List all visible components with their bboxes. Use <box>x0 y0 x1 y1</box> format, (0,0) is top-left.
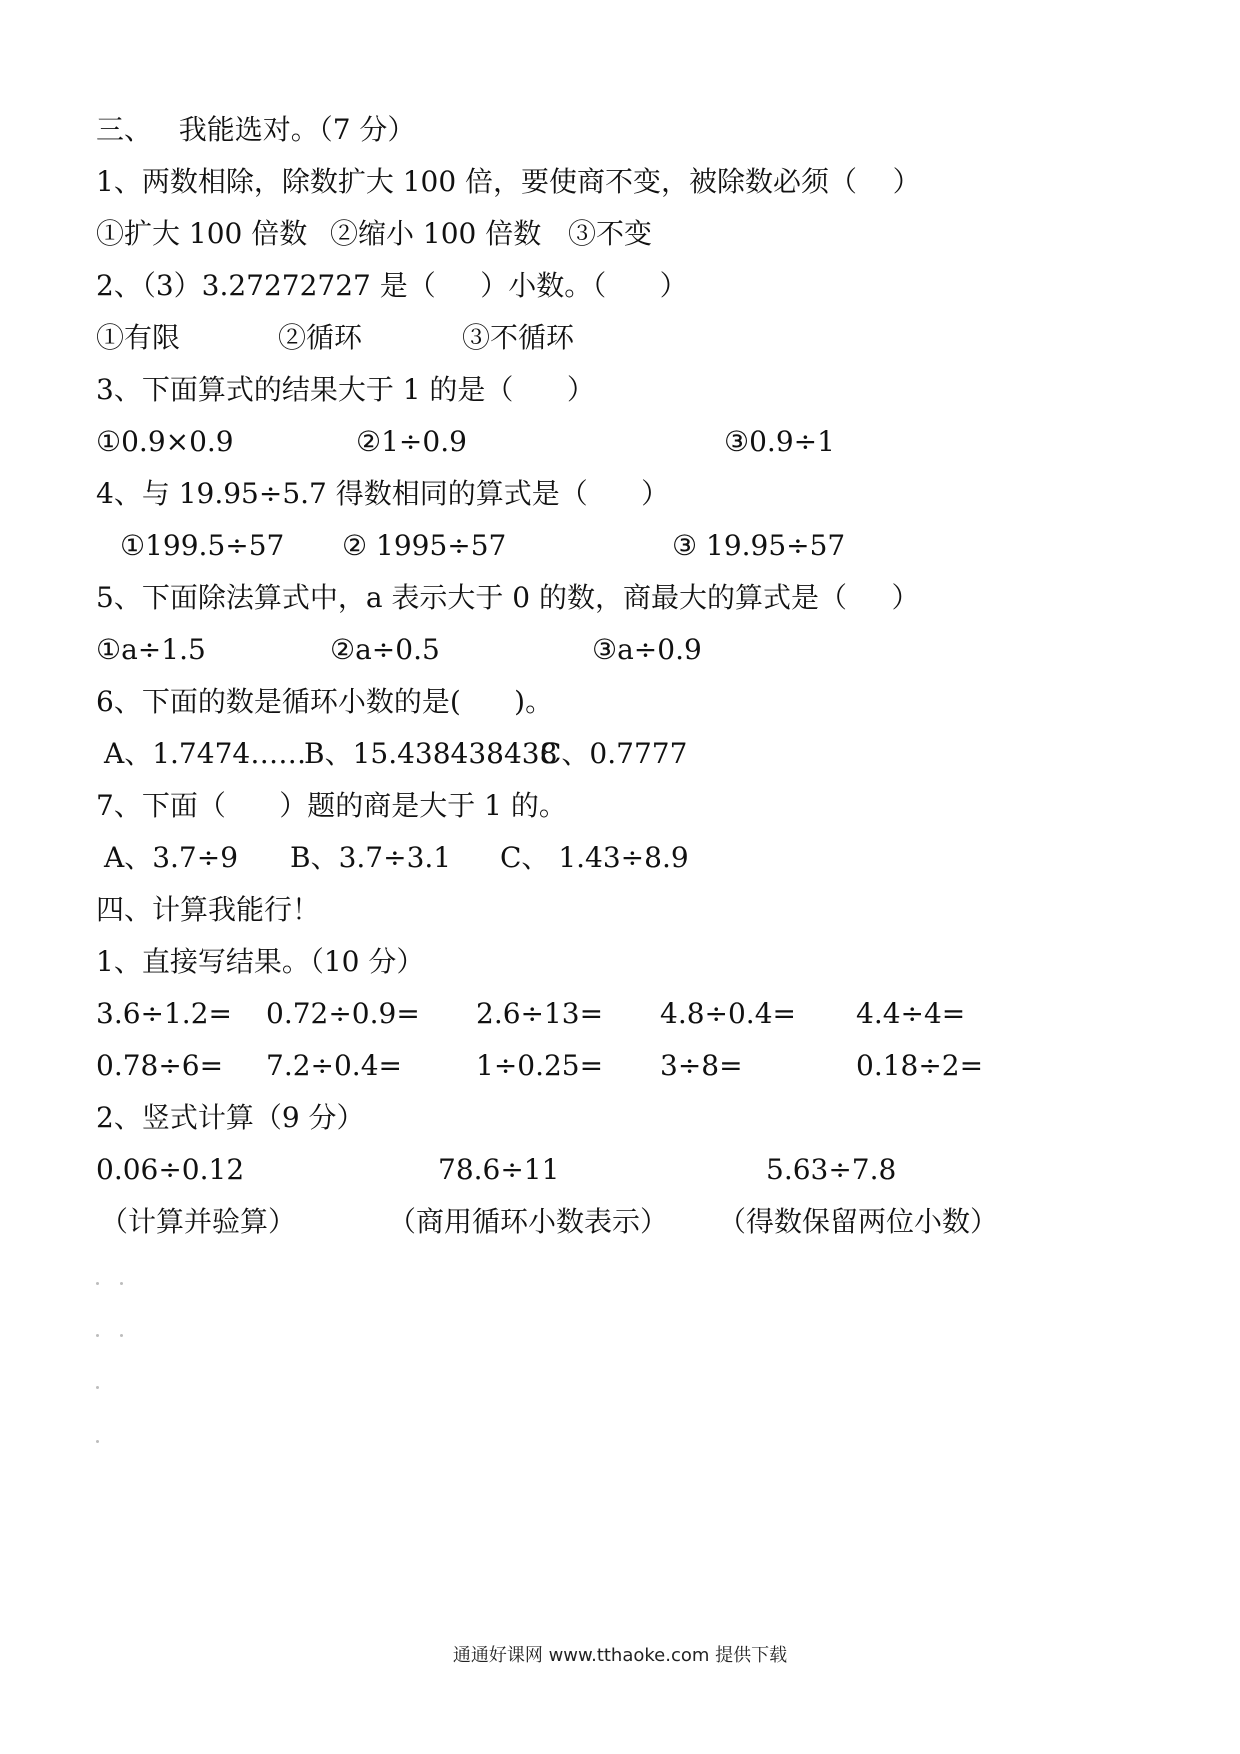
q1-option-2: ②缩小 100 倍数 <box>330 217 542 250</box>
question-5-stem-text: 5、下面除法算式中，a 表示大于 0 的数，商最大的算式是（ ） <box>96 581 920 614</box>
vertical-problem: 5.63÷7.8 <box>766 1153 897 1186</box>
q2-option-1: ①有限 <box>96 321 181 354</box>
question-2-stem-text: 2、（3）3.27272727 是（ ）小数。（ ） <box>96 269 688 302</box>
q1-option-3: ③不变 <box>568 217 653 250</box>
q6-option-a: A、1.7474…… <box>104 737 307 770</box>
calc-item: 2.6÷13= <box>476 997 604 1030</box>
q3-option-2: ②1÷0.9 <box>356 425 467 458</box>
q3-option-1: ①0.9×0.9 <box>96 425 234 458</box>
q6-option-c: C、0.7777 <box>540 737 688 770</box>
section-4-heading-text: 四、计算我能行！ <box>96 893 321 926</box>
calc-item: 0.18÷2= <box>856 1049 984 1082</box>
q4-option-1: ①199.5÷57 <box>120 529 285 562</box>
q4-option-3: ③ 19.95÷57 <box>672 529 846 562</box>
scan-speck <box>96 1386 99 1389</box>
q2-option-2: ②循环 <box>278 321 363 354</box>
q5-option-3: ③a÷0.9 <box>592 633 702 666</box>
question-1-stem-text: 1、两数相除，除数扩大 100 倍，要使商不变，被除数必须（ ） <box>96 165 921 198</box>
scan-speck <box>96 1282 99 1285</box>
calc-item: 7.2÷0.4= <box>266 1049 402 1082</box>
vertical-note: （商用循环小数表示） <box>388 1205 669 1238</box>
q7-option-c: C、 1.43÷8.9 <box>500 841 689 874</box>
calc-item: 3÷8= <box>660 1049 743 1082</box>
vertical-calc-notes <box>0 1204 999 1348</box>
q2-option-3: ③不循环 <box>462 321 575 354</box>
section-3-heading-text: 三、 我能选对。（7 分） <box>96 113 416 146</box>
scan-speck <box>120 1334 123 1337</box>
calc-item: 1÷0.25= <box>476 1049 604 1082</box>
q6-option-b: B、15.438438438 <box>304 737 558 770</box>
question-7-stem-text: 7、下面（ ）题的商是大于 1 的。 <box>96 789 567 822</box>
calc-item: 0.72÷0.9= <box>266 997 420 1030</box>
calc-item: 4.4÷4= <box>856 997 966 1030</box>
q5-option-2: ②a÷0.5 <box>330 633 440 666</box>
q3-option-3: ③0.9÷1 <box>724 425 835 458</box>
question-6-stem-text: 6、下面的数是循环小数的是( )。 <box>96 685 554 718</box>
scan-speck <box>96 1334 99 1337</box>
q7-option-a: A、3.7÷9 <box>104 841 239 874</box>
calc-item: 3.6÷1.2= <box>96 997 232 1030</box>
part-1-title-text: 1、直接写结果。（10 分） <box>96 945 425 978</box>
vertical-problem: 0.06÷0.12 <box>96 1153 245 1186</box>
part-2-title-text: 2、竖式计算（9 分） <box>96 1101 365 1134</box>
scan-speck <box>120 1282 123 1285</box>
q7-option-b: B、3.7÷3.1 <box>290 841 452 874</box>
q5-option-1: ①a÷1.5 <box>96 633 206 666</box>
vertical-note: （计算并验算） <box>100 1205 297 1238</box>
q4-option-2: ② 1995÷57 <box>342 529 507 562</box>
q1-option-1: ①扩大 100 倍数 <box>96 217 308 250</box>
vertical-problem: 78.6÷11 <box>438 1153 560 1186</box>
question-3-stem-text: 3、下面算式的结果大于 1 的是（ ） <box>96 373 595 406</box>
question-4-stem-text: 4、与 19.95÷5.7 得数相同的算式是（ ） <box>96 477 670 510</box>
download-footer: 通通好课网 www.tthaoke.com 提供下载 <box>452 1645 788 1666</box>
vertical-note: （得数保留两位小数） <box>718 1205 999 1238</box>
scan-speck <box>96 1440 99 1443</box>
calc-item: 0.78÷6= <box>96 1049 224 1082</box>
calc-item: 4.8÷0.4= <box>660 997 796 1030</box>
